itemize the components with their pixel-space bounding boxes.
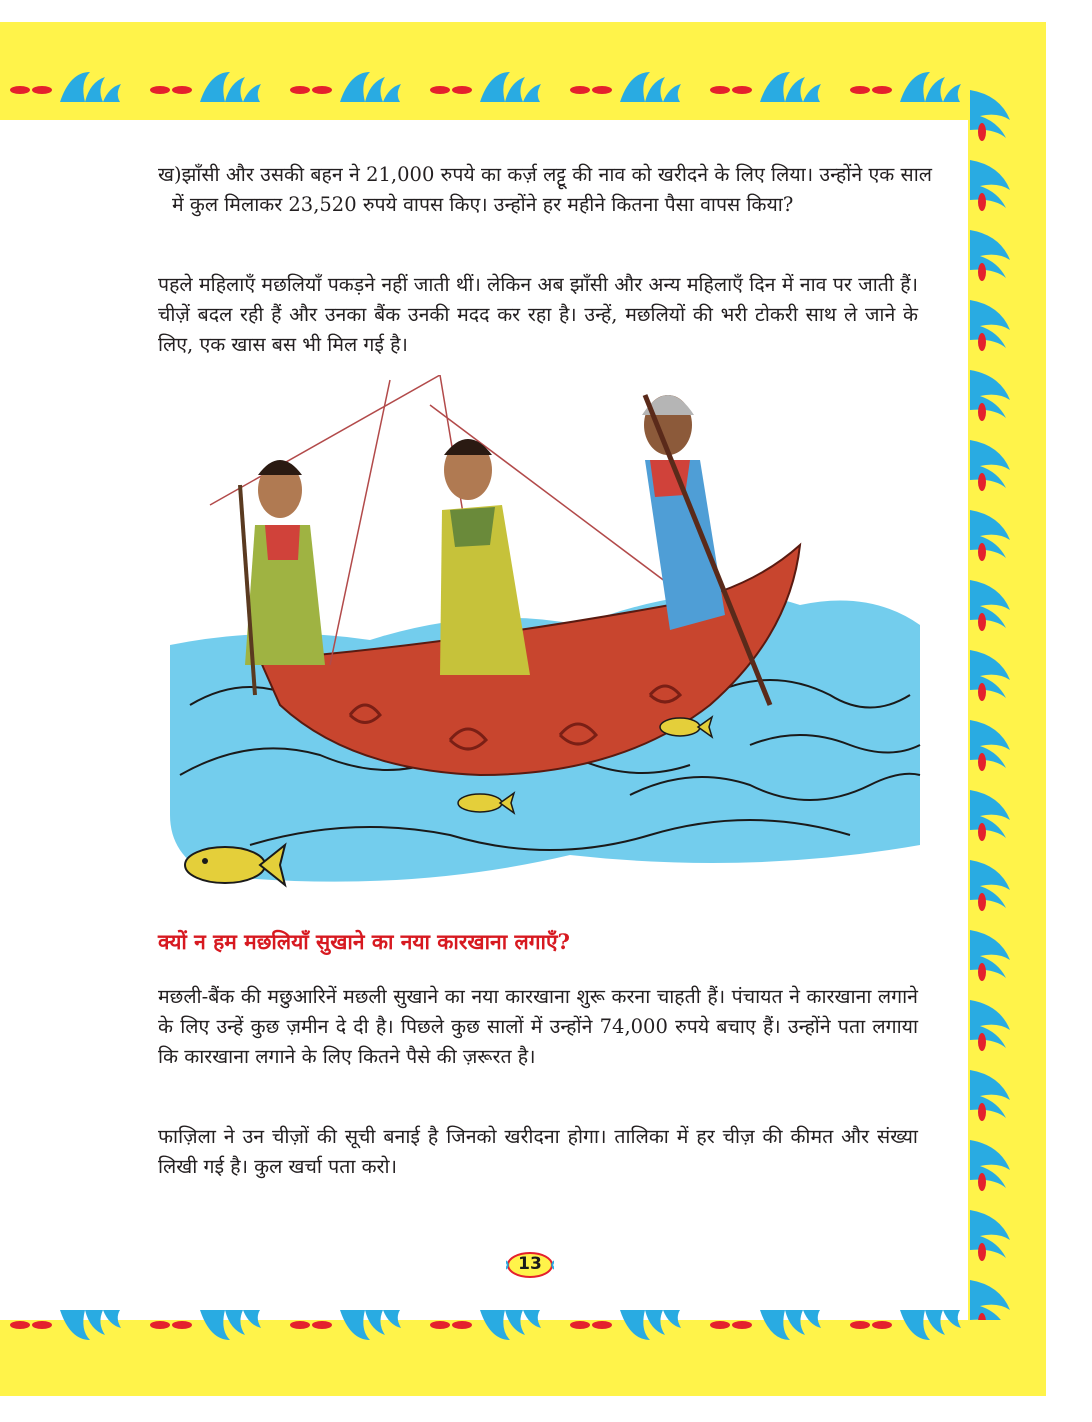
fish-ornament bbox=[710, 86, 730, 94]
wave-ornament bbox=[970, 1210, 1010, 1258]
fish-ornament bbox=[850, 86, 870, 94]
fish-ornament bbox=[452, 86, 472, 94]
wave-ornament bbox=[900, 72, 961, 102]
wave-ornament bbox=[900, 1310, 961, 1340]
fish-ornament bbox=[452, 1321, 472, 1329]
fish-ornament bbox=[592, 1321, 612, 1329]
wave-ornament bbox=[970, 580, 1010, 628]
fish-ornament bbox=[150, 86, 170, 94]
section-heading: क्यों न हम मछलियाँ सुखाने का नया कारखाना लगाएँ? bbox=[158, 929, 570, 954]
wave-ornament bbox=[970, 370, 1010, 418]
fish-ornament bbox=[978, 333, 986, 351]
wave-ornament bbox=[970, 160, 1010, 208]
fish-ornament bbox=[172, 1321, 192, 1329]
top-wave-border bbox=[0, 52, 980, 112]
fish-ornament bbox=[592, 86, 612, 94]
wave-ornament bbox=[970, 1140, 1010, 1188]
fish-ornament bbox=[872, 1321, 892, 1329]
fish-ornament bbox=[430, 86, 450, 94]
fish-ornament bbox=[732, 86, 752, 94]
fish-ornament bbox=[150, 1321, 170, 1329]
fish-ornament bbox=[312, 86, 332, 94]
fish-ornament bbox=[872, 86, 892, 94]
wave-ornament bbox=[970, 510, 1010, 558]
wave-ornament bbox=[480, 1310, 541, 1340]
wave-ornament bbox=[200, 72, 261, 102]
fish-ornament bbox=[290, 1321, 310, 1329]
bottom-wave-border bbox=[0, 1300, 990, 1360]
fish-ornament bbox=[978, 683, 986, 701]
wave-ornament bbox=[620, 1310, 681, 1340]
fish-ornament bbox=[978, 753, 986, 771]
wave-ornament bbox=[970, 790, 1010, 838]
wave-ornament bbox=[970, 720, 1010, 768]
wave-ornament bbox=[760, 1310, 821, 1340]
wave-ornament bbox=[60, 1310, 121, 1340]
fish-ornament bbox=[978, 123, 986, 141]
fish-ornament bbox=[978, 1173, 986, 1191]
right-wave-border bbox=[960, 80, 1040, 1320]
fish-ornament bbox=[978, 543, 986, 561]
wave-ornament bbox=[970, 860, 1010, 908]
fish-ornament bbox=[172, 86, 192, 94]
question-b bbox=[158, 160, 932, 220]
fish-ornament bbox=[978, 263, 986, 281]
fish-ornament bbox=[978, 823, 986, 841]
wave-ornament bbox=[970, 90, 1010, 138]
fish-ornament bbox=[978, 613, 986, 631]
wave-ornament bbox=[340, 72, 401, 102]
paragraph-women-fishing: पहले महिलाएँ मछलियाँ पकड़ने नहीं जाती थीं। लेकिन अब झाँसी और अन्य महिलाएँ दिन में नाव पर जाती हैं। चीज़ें बदल रही हैं और उनका बैंक उनकी मदद कर रहा है। उन्हें, मछलियों की भरी टोकरी साथ ले जाने के लिए, एक खास बस भी मिल गई है। bbox=[158, 273, 918, 356]
wave-ornament bbox=[970, 1070, 1010, 1118]
fish-ornament bbox=[312, 1321, 332, 1329]
fish-ornament bbox=[978, 403, 986, 421]
fish-ornament bbox=[290, 86, 310, 94]
wave-ornament bbox=[340, 1310, 401, 1340]
fish-ornament bbox=[32, 1321, 52, 1329]
wave-ornament bbox=[480, 72, 541, 102]
boat-illustration bbox=[150, 375, 930, 895]
fish-ornament bbox=[978, 963, 986, 981]
fish-ornament bbox=[570, 1321, 590, 1329]
fish-ornament bbox=[978, 1243, 986, 1261]
fish-ornament bbox=[10, 1321, 30, 1329]
wave-ornament bbox=[970, 650, 1010, 698]
page-number-badge bbox=[506, 1250, 554, 1280]
fish-ornament bbox=[732, 1321, 752, 1329]
wave-ornament bbox=[970, 230, 1010, 278]
question-b-label: ख) bbox=[158, 163, 182, 186]
fish-ornament bbox=[978, 193, 986, 211]
wave-ornament bbox=[970, 300, 1010, 348]
fish-ornament bbox=[430, 1321, 450, 1329]
paragraph-shopping-list: फाज़िला ने उन चीज़ों की सूची बनाई है जिनको खरीदना होगा। तालिका में हर चीज़ की कीमत और संख्या लिखी गई है। कुल खर्चा पता करो। bbox=[158, 1125, 918, 1178]
page-number: 13 bbox=[518, 1254, 542, 1274]
fish-ornament bbox=[978, 1103, 986, 1121]
fish-ornament bbox=[10, 86, 30, 94]
woman-left-figure bbox=[240, 460, 325, 695]
question-b-text: झाँसी और उसकी बहन ने 21,000 रुपये का कर्ज़ लट्टू की नाव को खरीदने के लिए लिया। उन्होंने एक साल में कुल मिलाकर 23,520 रुपये वापस किए। उन्होंने हर महीने कितना पैसा वापस किया? bbox=[172, 163, 932, 216]
wave-ornament bbox=[970, 440, 1010, 488]
fish-ornament bbox=[978, 473, 986, 491]
wave-ornament bbox=[620, 72, 681, 102]
fish-ornament bbox=[32, 86, 52, 94]
fish-ornament bbox=[978, 893, 986, 911]
paragraph-fish-factory: मछली-बैंक की मछुआरिनें मछली सुखाने का नया कारखाना शुरू करना चाहती हैं। पंचायत ने कारखाना लगाने के लिए उन्हें कुछ ज़मीन दे दी है। पिछले कुछ सालों में उन्होंने 74,000 रुपये बचाए हैं। उन्होंने पता लगाया कि कारखाना लगाने के लिए कितने पैसे की ज़रूरत है। bbox=[158, 985, 918, 1068]
wave-ornament bbox=[970, 1000, 1010, 1048]
fish-ornament bbox=[850, 1321, 870, 1329]
fish-ornament bbox=[978, 1033, 986, 1051]
wave-ornament bbox=[200, 1310, 261, 1340]
wave-ornament bbox=[970, 1280, 1010, 1320]
wave-ornament bbox=[60, 72, 121, 102]
wave-ornament bbox=[970, 930, 1010, 978]
fish-ornament bbox=[570, 86, 590, 94]
woman-middle-figure bbox=[440, 439, 530, 675]
wave-ornament bbox=[760, 72, 821, 102]
fish-ornament bbox=[710, 1321, 730, 1329]
